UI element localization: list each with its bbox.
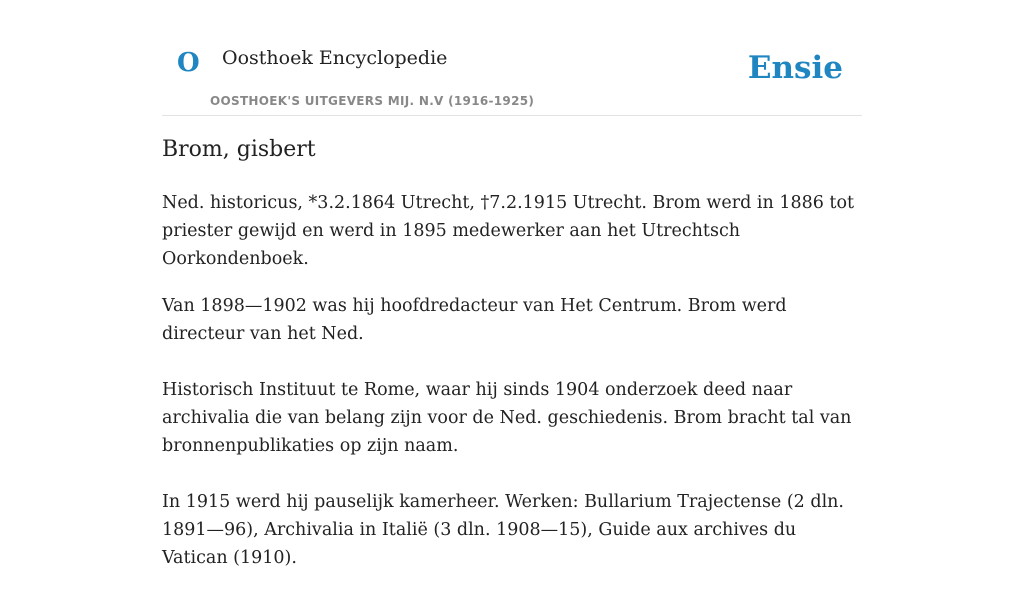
article-paragraph: Van 1898—1902 was hij hoofdredacteur van Het Centrum. Brom werd directeur van het Ned.	[162, 295, 787, 344]
site-header	[162, 40, 862, 116]
article	[162, 136, 862, 591]
article-paragraph: Historisch Instituut te Rome, waar hij sinds 1904 onderzoek deed naar archivalia die van belang zijn voor de Ned. geschiedenis. Brom bracht tal van bronnenpublikaties op zijn naam.	[162, 379, 852, 456]
article-paragraph: Ned. historicus, *3.2.1864 Utrecht, †7.2.1915 Utrecht. Brom werd in 1886 tot priester gewijd en werd in 1895 medewerker aan het Utrechtsch Oorkondenboek.	[162, 192, 855, 269]
site-title[interactable]: Oosthoek Encyclopedie	[222, 47, 448, 69]
article-paragraph: In 1915 werd hij pauselijk kamerheer. Werken: Bullarium Trajectense (2 dln. 1891—96), Archivalia in Italië (3 dln. 1908—15), Guide aux archives du Vatican (1910).	[162, 491, 844, 568]
site-logo[interactable]: O	[177, 48, 200, 78]
ensie-brand-link[interactable]: Ensie	[747, 50, 843, 86]
publisher-label: OOSTHOEK'S UITGEVERS MIJ. N.V (1916-1925)	[210, 94, 535, 108]
entry-title: Brom, gisbert	[162, 137, 316, 162]
